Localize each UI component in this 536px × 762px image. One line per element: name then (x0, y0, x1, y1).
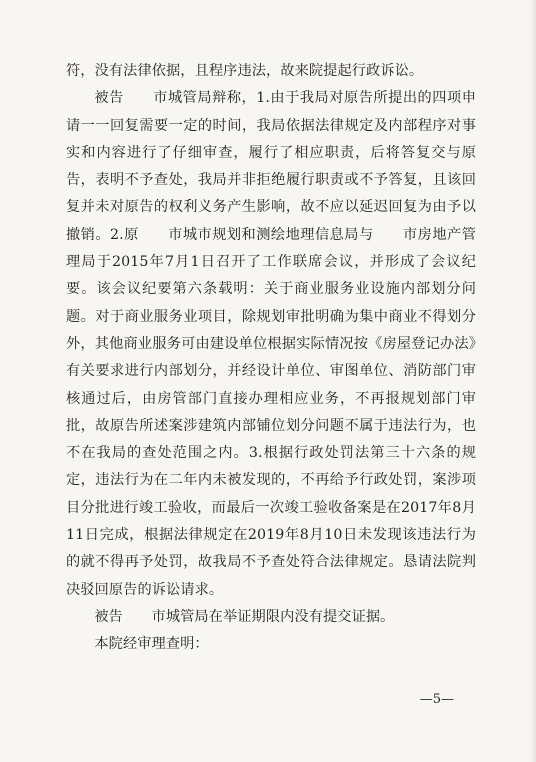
paragraph-defendant-argument: 被告 市城管局辩称，1.由于我局对原告所提出的四项申请一一回复需要一定的时间，我局依据法律规定及内部程序对事实和内容进行了仔细审查，履行了相应职责，后将答复交与原告，表明不予查处，我局并非拒绝履行职责或不予答复，且该回复并未对原告的权利义务产生影响，故不应以延迟回复为由予以撤销。2.原 市城市规划和测绘地理信息局与 市房地产管理局于2015年7月1日召开了工作联席会议，并形成了会议纪要。该会议纪要第六条载明：关于商业服务业设施内部划分问题。对于商业服务业项目，除规划审批明确为集中商业不得划分外，其他商业服务可由建设单位根据实际情况按《房屋登记办法》有关要求进行内部划分，并经设计单位、审图单位、消防部门审核通过后，由房管部门直接办理相应业务，不再报规划部门审批，故原告所述案涉建筑内部铺位划分问题不属于违法行为，也不在我局的查处范围之内。3.根据行政处罚法第三十六条的规定，违法行为在二年内未被发现的，不再给予行政处罚，案涉项目分批进行竣工验收，而最后一次竣工验收备案是在2017年8月11日完成，根据法律规定在2019年8月10日未发现该违法行为的就不得再予处罚，故我局不予查处符合法律规定。恳请法院判决驳回原告的诉讼请求。 (66, 90, 476, 598)
paragraph-continuation: 符，没有法律依据，且程序违法，故来院提起行政诉讼。 (66, 63, 424, 79)
document-body (66, 58, 476, 659)
paragraph-evidence: 被告 市城管局在举证期限内没有提交证据。 (94, 608, 395, 625)
page-edge-shadow (530, 0, 536, 762)
paragraph-findings-heading: 本院经审理查明： (94, 636, 209, 653)
page-number: —5— (419, 692, 454, 707)
